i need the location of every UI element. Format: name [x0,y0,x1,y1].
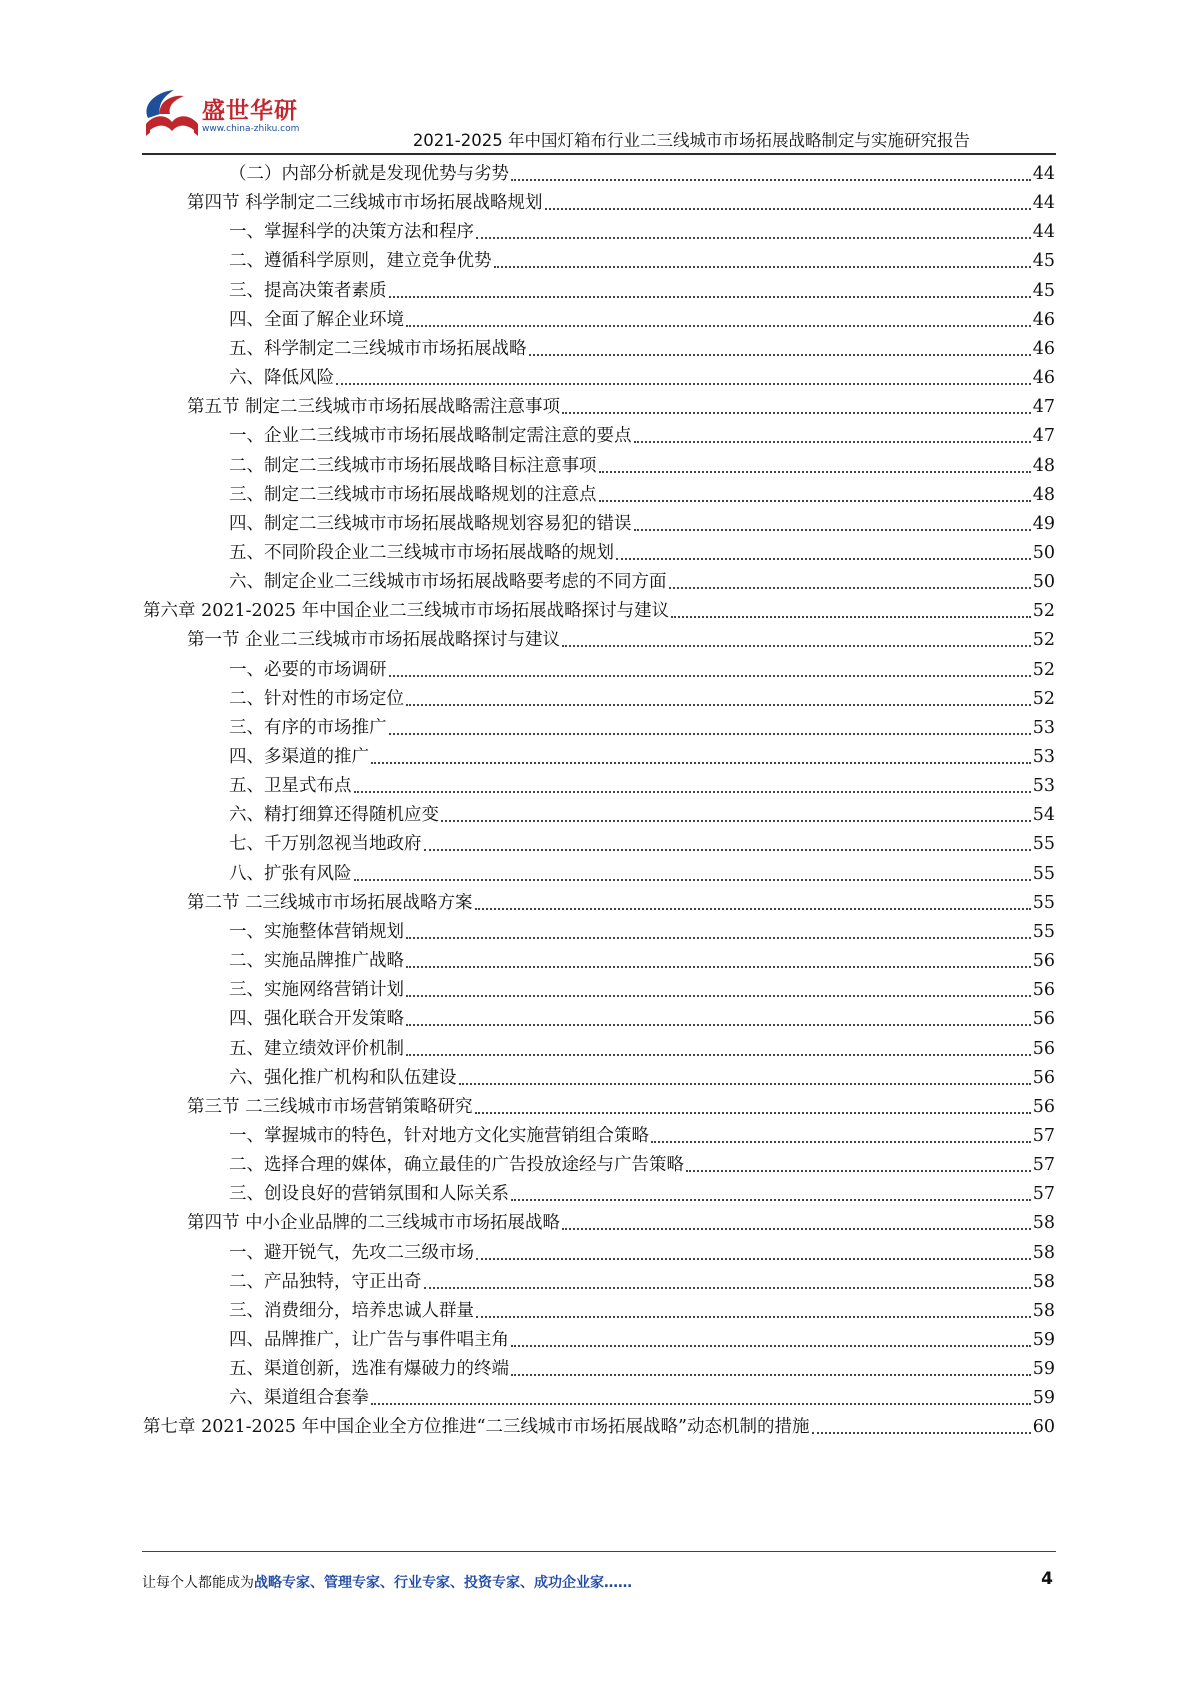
toc-entry[interactable] [229,801,1055,829]
toc-leader-dots [529,354,1031,356]
toc-entry-label: 三、制定二三线城市市场拓展战略规划的注意点 [229,484,597,505]
toc-leader-dots [616,558,1031,560]
toc-entry[interactable] [229,364,1055,392]
toc-leader-dots [424,1287,1031,1289]
toc-leader-dots [671,616,1031,618]
toc-entry-label: 第三节 二三线城市市场营销策略研究 [187,1096,473,1117]
toc-entry-label: 第四节 中小企业品牌的二三线城市市场拓展战略 [187,1213,561,1234]
toc-leader-dots [441,820,1031,822]
toc-entry-page: 55 [1032,921,1055,942]
toc-entry-page: 53 [1032,747,1055,767]
toc-entry-page: 45 [1032,251,1055,272]
toc-entry-label: 三、创设良好的营销氛围和人际关系 [229,1184,509,1205]
toc-leader-dots [371,762,1031,764]
toc-leader-dots [406,1024,1031,1026]
toc-leader-dots [494,266,1031,268]
toc-leader-dots [562,645,1031,647]
toc-entry-label: 四、多渠道的推广 [229,747,369,767]
toc-entry-page: 48 [1032,455,1055,476]
toc-leader-dots [599,471,1031,473]
toc-entry-label: 三、有序的市场推广 [229,717,387,738]
toc-entry-page: 55 [1032,892,1055,913]
toc-leader-dots [475,1112,1031,1114]
toc-entry-page: 52 [1032,630,1055,651]
toc-entry-label: 六、强化推广机构和队伍建设 [229,1067,457,1088]
toc-entry[interactable] [229,539,1055,567]
footer-slogan [142,1572,632,1592]
toc-leader-dots [406,937,1031,939]
toc-entry[interactable] [229,772,1055,800]
toc-leader-dots [406,995,1031,997]
toc-entry-page: 47 [1032,426,1055,447]
toc-entry[interactable] [143,1413,1055,1441]
toc-leader-dots [424,849,1031,851]
toc-entry-label: 三、提高决策者素质 [229,280,387,301]
toc-entry-page: 56 [1032,1038,1055,1059]
toc-entry-label: 三、实施网络营销计划 [229,980,404,1001]
toc-entry[interactable] [229,277,1055,305]
toc-entry-page: 59 [1032,1388,1055,1409]
toc-leader-dots [336,383,1031,385]
toc-leader-dots [389,675,1031,677]
toc-entry-label: 二、针对性的市场定位 [229,688,404,709]
toc-entry-label: 二、遵循科学原则，建立竞争优势 [229,251,492,272]
toc-entry[interactable] [229,1122,1055,1150]
toc-entry-page: 59 [1032,1330,1055,1350]
toc-entry-label: 五、渠道创新，选准有爆破力的终端 [229,1359,509,1380]
toc-entry[interactable] [229,1384,1055,1412]
toc-entry-page: 53 [1032,776,1055,797]
toc-entry[interactable] [229,685,1055,713]
toc-entry[interactable] [187,393,1055,421]
toc-entry-label: 一、掌握科学的决策方法和程序 [229,222,474,243]
toc-entry[interactable] [229,714,1055,742]
toc-leader-dots [634,529,1031,531]
toc-entry[interactable] [229,481,1055,509]
toc-entry-page: 56 [1032,1009,1055,1030]
toc-entry-label: 第四节 科学制定二三线城市市场拓展战略规划 [187,193,543,214]
toc-entry-page: 57 [1032,1184,1055,1205]
toc-leader-dots [599,500,1031,502]
toc-leader-dots [406,325,1031,327]
toc-entry-page: 50 [1032,542,1055,563]
toc-entry-label: （二）内部分析就是发现优势与劣势 [229,164,509,184]
toc-entry-label: 一、掌握城市的特色，针对地方文化实施营销组合策略 [229,1125,649,1146]
toc-leader-dots [562,1228,1031,1230]
toc-entry[interactable] [229,568,1055,596]
toc-entry-label: 二、实施品牌推广战略 [229,951,404,972]
page-header [0,0,1191,150]
toc-entry-label: 五、科学制定二三线城市市场拓展战略 [229,338,527,359]
toc-leader-dots [371,1403,1031,1405]
toc-entry[interactable] [229,335,1055,363]
toc-entry-label: 四、全面了解企业环境 [229,309,404,330]
toc-entry-label: 四、制定二三线城市市场拓展战略规划容易犯的错误 [229,513,632,534]
toc-entry[interactable] [187,626,1055,654]
toc-entry-label: 一、避开锐气，先攻二三级市场 [229,1242,474,1263]
toc-entry-page: 52 [1032,601,1055,622]
toc-entry-page: 57 [1032,1155,1055,1176]
toc-entry[interactable] [229,247,1055,275]
toc-entry-label: 四、强化联合开发策略 [229,1009,404,1030]
toc-entry-label: 第六章 2021-2025 年中国企业二三线城市市场拓展战略探讨与建议 [143,601,670,622]
toc-entry[interactable] [229,656,1055,684]
toc-entry[interactable] [229,1297,1055,1325]
toc-entry-label: 一、实施整体营销规划 [229,921,404,942]
toc-entry-label: 二、产品独特，守正出奇 [229,1271,422,1292]
toc-entry[interactable] [229,306,1055,334]
toc-entry-label: 五、建立绩效评价机制 [229,1038,404,1059]
toc-leader-dots [545,208,1031,210]
company-logo [140,84,310,146]
toc-leader-dots [406,704,1031,706]
toc-entry-page: 57 [1032,1125,1055,1146]
toc-entry-page: 55 [1032,863,1055,884]
toc-entry-label: 一、必要的市场调研 [229,659,387,680]
toc-entry-page: 58 [1032,1271,1055,1292]
toc-entry-label: 第七章 2021-2025 年中国企业全方位推进“二三线城市市场拓展战略”动态机制的措施 [143,1417,810,1438]
toc-leader-dots [562,412,1031,414]
toc-entry[interactable] [229,743,1055,771]
toc-entry-label: 第二节 二三线城市市场拓展战略方案 [187,892,473,913]
toc-entry[interactable] [187,189,1055,217]
footer-divider [142,1551,1056,1552]
toc-leader-dots [634,441,1031,443]
toc-entry-label: 第五节 制定二三线城市市场拓展战略需注意事项 [187,397,561,418]
toc-entry-label: 六、制定企业二三线城市市场拓展战略要考虑的不同方面 [229,572,667,593]
toc-entry-label: 六、精打细算还得随机应变 [229,805,439,826]
toc-entry-page: 56 [1032,980,1055,1001]
toc-leader-dots [389,733,1031,735]
toc-entry[interactable] [229,1268,1055,1296]
toc-entry-label: 二、选择合理的媒体，确立最佳的广告投放途经与广告策略 [229,1155,684,1176]
toc-entry-label: 八、扩张有风险 [229,863,352,884]
toc-leader-dots [354,879,1031,881]
toc-leader-dots [511,1374,1031,1376]
toc-entry-label: 六、降低风险 [229,368,334,389]
toc-entry[interactable] [229,1005,1055,1033]
logo-name: 盛世华研 [202,98,298,124]
toc-entry[interactable] [229,947,1055,975]
toc-leader-dots [406,1054,1031,1056]
toc-leader-dots [511,1345,1031,1347]
logo-url: www.china-zhiku.com [202,124,300,134]
toc-entry-page: 44 [1032,193,1055,214]
toc-leader-dots [511,1199,1031,1201]
toc-entry[interactable] [187,1093,1055,1121]
toc-entry[interactable] [229,976,1055,1004]
toc-entry-page: 53 [1032,717,1055,738]
toc-entry-page: 58 [1032,1300,1055,1321]
toc-leader-dots [686,1170,1031,1172]
toc-entry-label: 五、不同阶段企业二三线城市市场拓展战略的规划 [229,542,614,563]
toc-entry[interactable] [229,1151,1055,1179]
toc-entry-page: 54 [1032,805,1055,826]
toc-entry-page: 46 [1032,338,1055,359]
toc-entry-label: 四、品牌推广，让广告与事件唱主角 [229,1330,509,1350]
toc-entry-page: 47 [1032,397,1055,418]
toc-entry[interactable] [229,1180,1055,1208]
toc-entry-page: 52 [1032,688,1055,709]
toc-entry-page: 59 [1032,1359,1055,1380]
toc-leader-dots [459,1083,1031,1085]
toc-leader-dots [651,1141,1031,1143]
toc-leader-dots [406,966,1031,968]
toc-entry[interactable] [229,452,1055,480]
toc-entry[interactable] [229,160,1055,188]
toc-entry-page: 55 [1032,834,1055,855]
toc-entry-page: 45 [1032,280,1055,301]
toc-entry-page: 56 [1032,1096,1055,1117]
toc-leader-dots [476,1316,1031,1318]
toc-entry-page: 58 [1032,1242,1055,1263]
report-title: 2021-2025 年中国灯箱布行业二三线城市市场拓展战略制定与实施研究报告 [412,131,970,150]
toc-entry-label: 六、渠道组合套拳 [229,1388,369,1409]
toc-leader-dots [511,179,1031,181]
toc-entry[interactable] [229,1355,1055,1383]
toc-entry-label: 三、消费细分，培养忠诚人群量 [229,1300,474,1321]
toc-entry[interactable] [187,1209,1055,1237]
toc-leader-dots [669,587,1031,589]
toc-entry-page: 48 [1032,484,1055,505]
toc-entry-label: 五、卫星式布点 [229,776,352,797]
toc-entry[interactable] [143,597,1055,625]
toc-leader-dots [476,1258,1031,1260]
page-number: 4 [1041,1569,1053,1589]
toc-entry[interactable] [229,510,1055,538]
toc-entry-page: 52 [1032,659,1055,680]
toc-entry-page: 58 [1032,1213,1055,1234]
toc-entry[interactable] [229,1239,1055,1267]
toc-entry-page: 56 [1032,951,1055,972]
toc-entry[interactable] [229,422,1055,450]
toc-leader-dots [475,908,1031,910]
slogan-prefix: 让每个人都能成为 [142,1575,254,1591]
toc-entry[interactable] [229,1035,1055,1063]
toc-entry[interactable] [229,860,1055,888]
toc-entry[interactable] [229,830,1055,858]
toc-entry-page: 60 [1032,1417,1055,1438]
toc-entry-label: 一、企业二三线城市市场拓展战略制定需注意的要点 [229,426,632,447]
toc-entry[interactable] [187,889,1055,917]
slogan-highlight: 战略专家、管理专家、行业专家、投资专家、成功企业家…… [254,1575,632,1591]
toc-entry-page: 49 [1032,513,1055,534]
toc-entry[interactable] [229,918,1055,946]
toc-entry-label: 第一节 企业二三线城市市场拓展战略探讨与建议 [187,630,561,651]
toc-leader-dots [476,237,1031,239]
toc-entry-page: 46 [1032,368,1055,389]
toc-entry-page: 44 [1032,164,1055,184]
toc-leader-dots [812,1432,1031,1434]
logo-swoosh-icon [140,84,202,146]
toc-entry-label: 二、制定二三线城市市场拓展战略目标注意事项 [229,455,597,476]
toc-entry-page: 44 [1032,222,1055,243]
toc-entry-page: 50 [1032,572,1055,593]
toc-entry-page: 56 [1032,1067,1055,1088]
header-divider [142,153,1056,155]
toc-entry[interactable] [229,218,1055,246]
toc-leader-dots [389,296,1031,298]
toc-entry-page: 46 [1032,309,1055,330]
toc-leader-dots [354,791,1031,793]
toc-entry-label: 七、千万别忽视当地政府 [229,834,422,855]
toc-entry[interactable] [229,1064,1055,1092]
toc-entry[interactable] [229,1326,1055,1354]
